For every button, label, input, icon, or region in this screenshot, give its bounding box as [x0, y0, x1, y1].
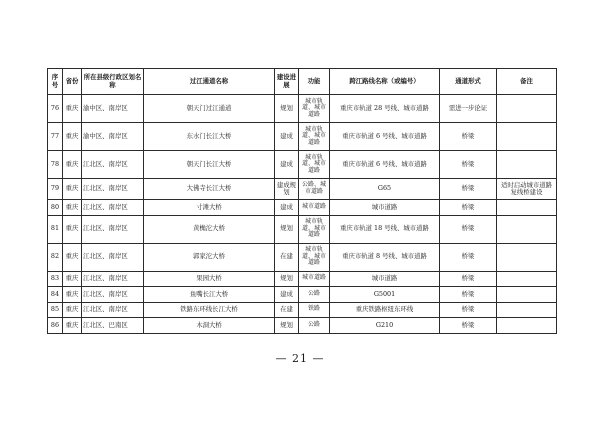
cell-no: 78 [48, 151, 63, 179]
cell-route: 城市道路 [330, 200, 440, 216]
cell-note [497, 123, 557, 151]
cell-note [497, 318, 557, 334]
cell-route: 重庆铁路枢纽东环线 [330, 302, 440, 318]
cell-note [497, 271, 557, 287]
cell-district: 江北区、南岸区 [82, 200, 144, 216]
cell-status: 在建 [275, 302, 299, 318]
cell-channel: 果园大桥 [144, 271, 275, 287]
page-number: — 21 — [275, 352, 325, 365]
cell-route: 城市道路 [330, 271, 440, 287]
cell-district: 江北区、南岸区 [82, 215, 144, 243]
cell-province: 重庆 [63, 287, 82, 303]
cell-form: 桥梁 [440, 200, 497, 216]
cell-district: 江北区、南岸区 [82, 243, 144, 271]
cell-route: G5001 [330, 287, 440, 303]
cell-status: 规划 [275, 318, 299, 334]
cell-province: 重庆 [63, 151, 82, 179]
cell-route: 重庆市轨道 8 号线、城市道路 [330, 243, 440, 271]
cell-form: 桥梁 [440, 318, 497, 334]
cell-district: 江北区、南岸区 [82, 151, 144, 179]
cell-no: 83 [48, 271, 63, 287]
cell-no: 84 [48, 287, 63, 303]
cell-note [497, 95, 557, 123]
cell-channel: 东水门长江大桥 [144, 123, 275, 151]
cell-note [497, 200, 557, 216]
cell-channel: 朝天门过江通道 [144, 95, 275, 123]
cell-form: 桥梁 [440, 243, 497, 271]
cell-note: 适时启动城市道路复线桥建设 [497, 179, 557, 200]
cell-province: 重庆 [63, 302, 82, 318]
cell-province: 重庆 [63, 179, 82, 200]
cell-form: 桥梁 [440, 302, 497, 318]
cell-route: 重庆市轨道 28 号线、城市道路 [330, 95, 440, 123]
cell-status: 规划 [275, 215, 299, 243]
cell-channel: 大佛寺长江大桥 [144, 179, 275, 200]
cell-route: 重庆市轨道 6 号线、城市道路 [330, 123, 440, 151]
cell-no: 85 [48, 302, 63, 318]
cell-channel: 郭家沱大桥 [144, 243, 275, 271]
cell-function: 铁路 [299, 302, 330, 318]
cell-district: 渝中区、南岸区 [82, 123, 144, 151]
cell-district: 江北区、巴南区 [82, 318, 144, 334]
cell-note [497, 302, 557, 318]
cell-status: 规划 [275, 95, 299, 123]
cell-form: 需进一步论证 [440, 95, 497, 123]
cell-form: 桥梁 [440, 123, 497, 151]
table-row [48, 287, 557, 303]
table-row [48, 179, 557, 200]
cell-district: 江北区、南岸区 [82, 271, 144, 287]
cell-note [497, 151, 557, 179]
cell-status: 建成 [275, 287, 299, 303]
cell-no: 79 [48, 179, 63, 200]
header-status: 建设进展 [275, 69, 299, 95]
header-no: 序号 [48, 69, 63, 95]
cell-route: 重庆市轨道 6 号线、城市道路 [330, 151, 440, 179]
cell-channel: 黄桷沱大桥 [144, 215, 275, 243]
cell-no: 76 [48, 95, 63, 123]
cell-district: 江北区、南岸区 [82, 302, 144, 318]
cell-status: 建成 [275, 200, 299, 216]
cell-status: 建成 [275, 123, 299, 151]
cell-no: 80 [48, 200, 63, 216]
cell-province: 重庆 [63, 200, 82, 216]
cell-no: 77 [48, 123, 63, 151]
cell-route: 重庆市轨道 18 号线、城市道路 [330, 215, 440, 243]
header-route: 跨江路线名称（或编号） [330, 69, 440, 95]
header-district: 所在县级行政区划名称 [82, 69, 144, 95]
table-row [48, 215, 557, 243]
cell-no: 82 [48, 243, 63, 271]
cell-function: 公路、城市道路 [299, 179, 330, 200]
cell-form: 桥梁 [440, 271, 497, 287]
cell-function: 城市轨道、城市道路 [299, 95, 330, 123]
table-row [48, 243, 557, 271]
cell-district: 江北区、南岸区 [82, 179, 144, 200]
cell-status: 规划 [275, 271, 299, 287]
cell-province: 重庆 [63, 215, 82, 243]
cell-channel: 鱼嘴长江大桥 [144, 287, 275, 303]
table-row [48, 200, 557, 216]
header-province: 省份 [63, 69, 82, 95]
cell-no: 86 [48, 318, 63, 334]
cell-no: 81 [48, 215, 63, 243]
cell-status: 建成 [275, 151, 299, 179]
cell-function: 城市轨道、城市道路 [299, 123, 330, 151]
header-form: 通道形式 [440, 69, 497, 95]
table-header-row [48, 69, 557, 95]
cell-form: 桥梁 [440, 151, 497, 179]
cell-province: 重庆 [63, 95, 82, 123]
cell-channel: 寸滩大桥 [144, 200, 275, 216]
cell-function: 城市轨道、城市道路 [299, 151, 330, 179]
cell-function: 城市轨道、城市道路 [299, 215, 330, 243]
table-row [48, 95, 557, 123]
header-function: 功能 [299, 69, 330, 95]
cell-province: 重庆 [63, 123, 82, 151]
cell-route: G210 [330, 318, 440, 334]
cell-province: 重庆 [63, 318, 82, 334]
cell-function: 城市道路 [299, 200, 330, 216]
header-channel: 过江通道名称 [144, 69, 275, 95]
table-row [48, 318, 557, 334]
table-row [48, 271, 557, 287]
table-row [48, 302, 557, 318]
cell-status: 在建 [275, 243, 299, 271]
cell-status: 建成规划 [275, 179, 299, 200]
cell-function: 公路 [299, 287, 330, 303]
cell-route: G65 [330, 179, 440, 200]
table-row [48, 151, 557, 179]
cell-district: 江北区、南岸区 [82, 287, 144, 303]
cell-function: 城市轨道、城市道路 [299, 243, 330, 271]
cell-province: 重庆 [63, 243, 82, 271]
cell-form: 桥梁 [440, 179, 497, 200]
cell-district: 渝中区、南岸区 [82, 95, 144, 123]
cell-channel: 铁路东环线长江大桥 [144, 302, 275, 318]
river-crossing-table [47, 68, 557, 334]
cell-function: 城市道路 [299, 271, 330, 287]
cell-form: 桥梁 [440, 215, 497, 243]
cell-note [497, 215, 557, 243]
cell-channel: 木洞大桥 [144, 318, 275, 334]
cell-channel: 朝天门长江大桥 [144, 151, 275, 179]
cell-note [497, 243, 557, 271]
cell-province: 重庆 [63, 271, 82, 287]
cell-function: 公路 [299, 318, 330, 334]
header-note: 备注 [497, 69, 557, 95]
cell-form: 桥梁 [440, 287, 497, 303]
cell-note [497, 287, 557, 303]
table-row [48, 123, 557, 151]
